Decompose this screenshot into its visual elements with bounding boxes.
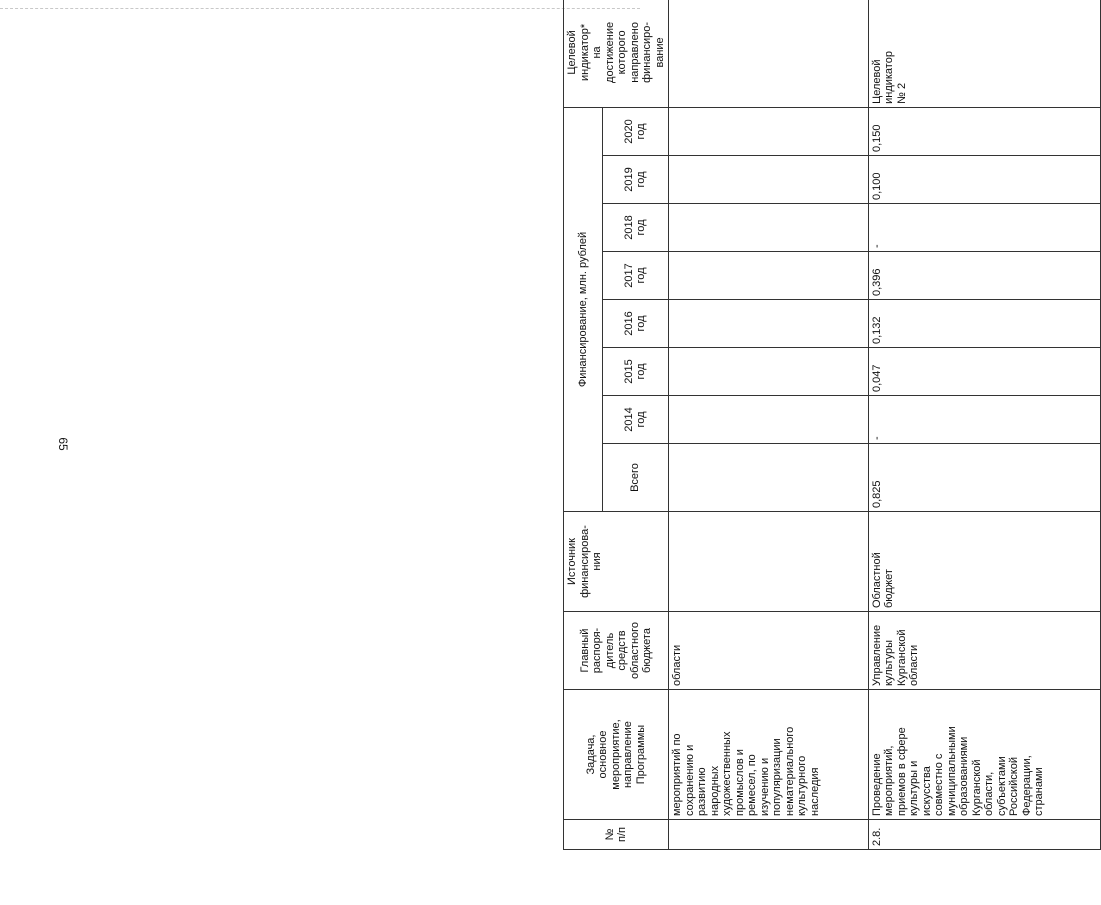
row-task: мероприятий по сохранению и развитию народных художественных промыслов и ремесел, по изучению и популяризации нематериального культурного наследия	[669, 690, 869, 820]
row-num	[669, 820, 869, 850]
header-indicator: Целевой индикатор* на достижение которого направлено финансиро- вание	[564, 0, 669, 107]
row-year-2017	[669, 252, 869, 300]
header-year-2016: 2016 год	[602, 300, 668, 348]
rotated-table-container	[563, 21, 1046, 850]
row-year-2015	[669, 348, 869, 396]
top-dashed-border	[0, 8, 640, 9]
row-task: Проведение мероприятий, приемов в сфере культуры и искусства совместно с муниципальными образованиями Курганской области, субъектами Российской Федерации, странами	[868, 690, 1100, 820]
row-year-2020	[669, 107, 869, 155]
header-task: Задача, основное мероприятие, направление Программы	[564, 690, 669, 820]
row-year-2019	[669, 156, 869, 204]
row-manager: Управление культуры Курганской области	[868, 612, 1100, 690]
header-source: Источник финансирова- ния	[564, 512, 669, 612]
header-year-2015: 2015 год	[602, 348, 668, 396]
header-row-1	[564, 0, 603, 850]
financing-table	[563, 0, 1101, 850]
header-year-2020: 2020 год	[602, 107, 668, 155]
row-year-2018: -	[868, 204, 1100, 252]
row-indicator: Целевой индикатор № 2	[868, 0, 1100, 107]
row-year-2020: 0,150	[868, 107, 1100, 155]
header-num: № п/п	[564, 820, 669, 850]
row-total	[669, 444, 869, 512]
row-year-2015: 0,047	[868, 348, 1100, 396]
row-year-2019: 0,100	[868, 156, 1100, 204]
row-year-2016	[669, 300, 869, 348]
header-manager: Главный распоря- дитель средств областного бюджета	[564, 612, 669, 690]
row-year-2014	[669, 396, 869, 444]
row-source	[669, 512, 869, 612]
row-total: 0,825	[868, 444, 1100, 512]
page-number: 65	[56, 437, 70, 451]
row-manager: области	[669, 612, 869, 690]
header-total: Всего	[602, 444, 668, 512]
header-year-2017: 2017 год	[602, 252, 668, 300]
table-row	[669, 0, 869, 850]
row-num: 2.8.	[868, 820, 1100, 850]
row-source: Областной бюджет	[868, 512, 1100, 612]
header-financing: Финансирование, млн. рублей	[564, 107, 603, 511]
row-year-2016: 0,132	[868, 300, 1100, 348]
row-year-2014: -	[868, 396, 1100, 444]
table-row	[868, 0, 1100, 850]
header-year-2018: 2018 год	[602, 204, 668, 252]
row-indicator	[669, 0, 869, 107]
header-year-2014: 2014 год	[602, 396, 668, 444]
row-year-2018	[669, 204, 869, 252]
header-year-2019: 2019 год	[602, 156, 668, 204]
row-year-2017: 0,396	[868, 252, 1100, 300]
